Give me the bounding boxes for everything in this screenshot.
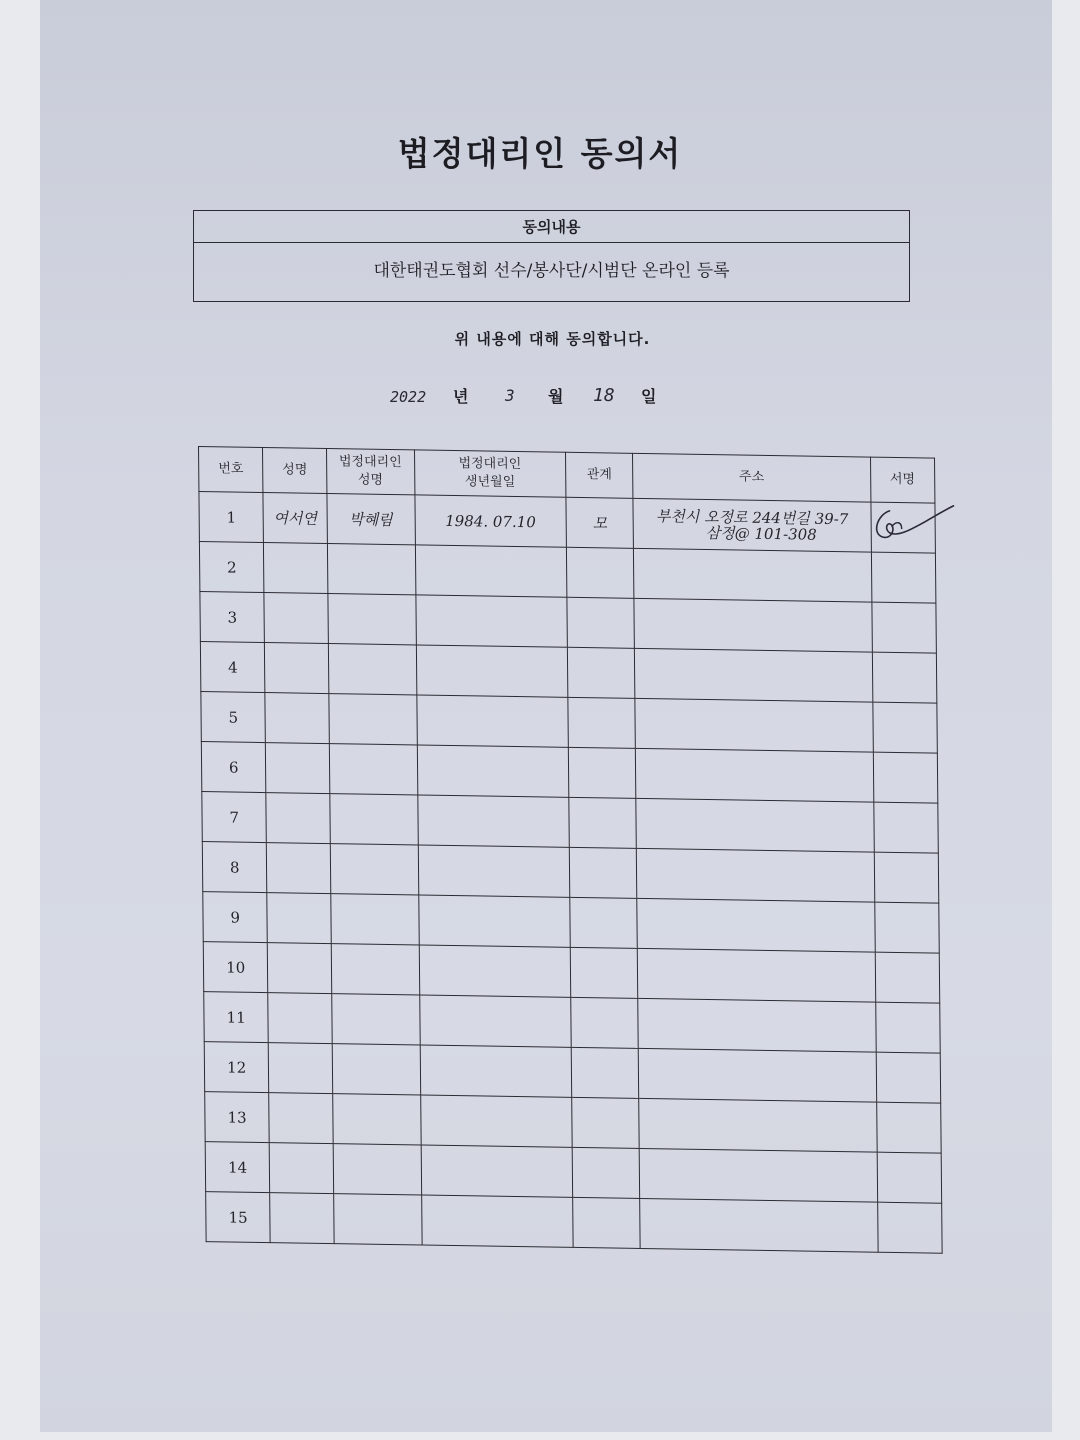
consent-box: [193, 210, 910, 302]
header-number: 번호: [199, 447, 264, 493]
agreement-text: 위 내용에 대해 동의합니다.: [454, 330, 651, 348]
row-signature: [870, 502, 935, 553]
header-guardian-name-line1: 법정대리인: [338, 454, 402, 471]
date-month: 3: [505, 386, 515, 405]
row-number: 11: [204, 992, 269, 1043]
header-guardian-name: [326, 449, 414, 495]
row-guardian-name: 박혜림: [327, 494, 415, 545]
row-number: 5: [201, 692, 266, 743]
date-day: 18: [593, 385, 615, 406]
header-signature: 서명: [870, 457, 935, 503]
header-guardian-birth-line2: 생년월일: [464, 474, 516, 490]
form-title: 법정대리인 동의서: [397, 134, 683, 173]
header-guardian-birth-line1: 법정대리인: [458, 456, 522, 473]
header-name: 성명: [263, 448, 327, 494]
date-year-unit: 년: [453, 387, 469, 406]
header-guardian-name-line2: 성명: [357, 472, 384, 488]
date-line: [390, 380, 690, 414]
date-year: 2022: [390, 388, 427, 406]
date-day-unit: 일: [641, 387, 657, 406]
row-number: 7: [202, 792, 267, 843]
consent-text: 대한태권도협회 선수/봉사단/시범단 온라인 등록: [373, 261, 730, 281]
row-number: 2: [199, 542, 264, 593]
row-number: 10: [203, 942, 268, 993]
row-address-line1: 부천시 오정로 244번길 39-7: [655, 506, 849, 528]
row-address: [633, 498, 871, 552]
row-number: 8: [202, 842, 267, 893]
handwritten-signature-icon: [867, 499, 957, 550]
consent-header: 동의내용: [194, 211, 909, 243]
row-number: 12: [204, 1042, 269, 1093]
row-number: 4: [200, 642, 265, 693]
row-number: 6: [201, 742, 266, 793]
row-guardian-birth: 1984. 07.10: [415, 495, 567, 547]
row-number: 15: [206, 1192, 271, 1243]
row-relation: 모: [566, 497, 634, 548]
row-number: 9: [203, 892, 268, 943]
row-address-line2: 삼정@ 101-308: [705, 523, 817, 544]
header-relation: 관계: [565, 452, 633, 498]
row-number: 14: [205, 1142, 270, 1193]
row-name: 여서연: [263, 493, 327, 544]
header-guardian-birth: [414, 450, 566, 497]
row-number: 1: [199, 492, 264, 543]
date-month-unit: 월: [548, 387, 564, 406]
row-number: 3: [200, 592, 265, 643]
registration-table: [198, 446, 943, 1248]
header-address: 주소: [633, 453, 871, 502]
row-number: 13: [205, 1092, 270, 1143]
